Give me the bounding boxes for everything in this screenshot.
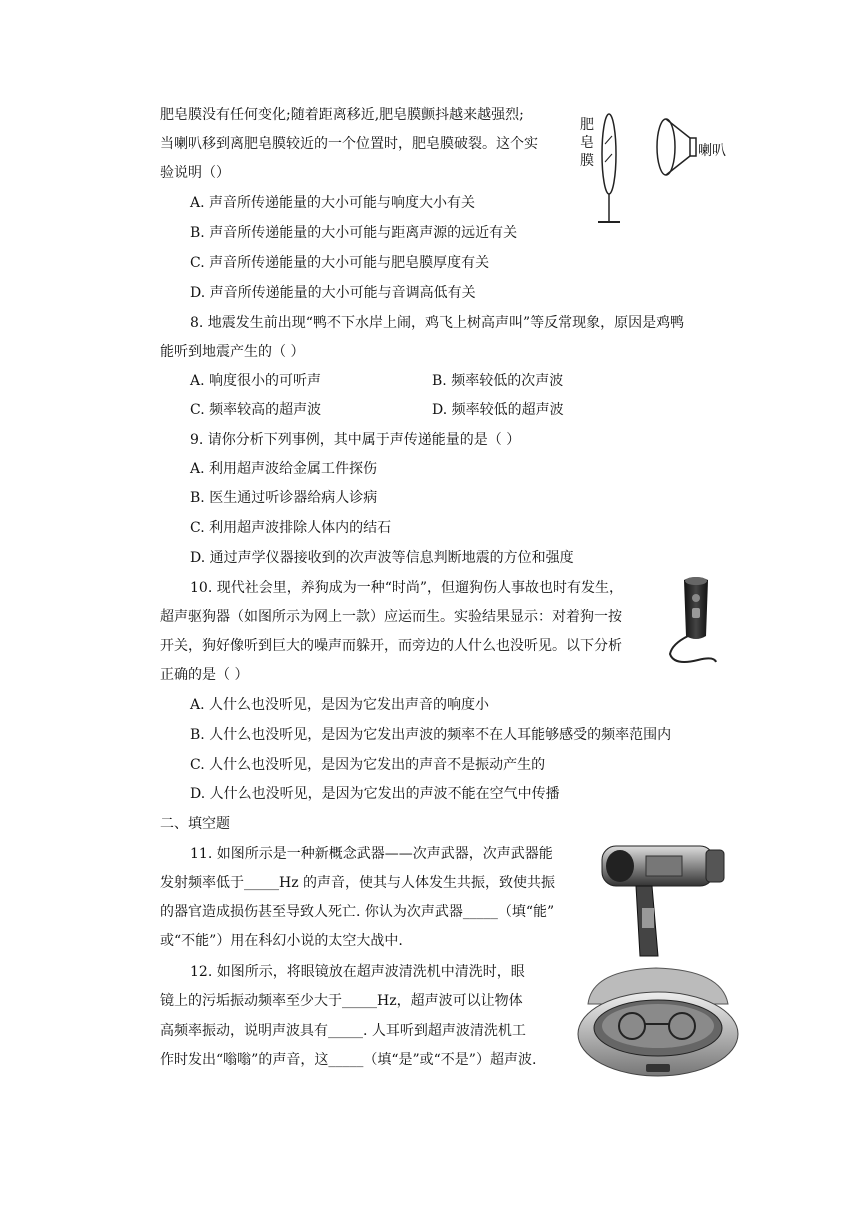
horn-label: 喇叭 — [698, 143, 726, 159]
q10-option-a: A. 人什么也没听见，是因为它发出声音的响度小 — [190, 697, 490, 713]
soap-film-label: 肥皂膜 — [580, 117, 594, 169]
q7-option-d: D. 声音所传递能量的大小可能与音调高低有关 — [190, 285, 476, 301]
q11-line-2: 发射频率低于_____Hz 的声音，使其与人体发生共振，致使共振 — [160, 875, 556, 891]
dog-repeller-figure — [664, 574, 726, 666]
q10-line-2: 超声驱狗器（如图所示为网上一款）应运而生。实验结果显示：对着狗一按 — [160, 609, 622, 625]
q7-line-1: 肥皂膜没有任何变化;随着距离移近,肥皂膜颤抖越来越强烈; — [160, 107, 524, 123]
q8-option-b: B. 频率较低的次声波 — [432, 373, 564, 389]
q10-option-d: D. 人什么也没听见，是因为它发出的声波不能在空气中传播 — [190, 786, 560, 802]
q7-option-a: A. 声音所传递能量的大小可能与响度大小有关 — [190, 195, 476, 211]
q7-line-2: 当喇叭移到离肥皂膜较近的一个位置时，肥皂膜破裂。这个实 — [160, 136, 538, 152]
q8-option-c: C. 频率较高的超声波 — [190, 402, 322, 418]
q11-line-1: 11. 如图所示是一种新概念武器——次声武器，次声武器能 — [190, 846, 553, 862]
q12-line-2: 镜上的污垢振动频率至少大于_____Hz，超声波可以让物体 — [160, 993, 523, 1009]
q9-line-1: 9. 请你分析下列事例，其中属于声传递能量的是（ ） — [190, 432, 521, 448]
infrasonic-weapon-figure — [596, 838, 736, 960]
section-title: 二、填空题 — [160, 816, 230, 832]
ultrasonic-cleaner-figure — [572, 964, 742, 1082]
q12-line-4: 作时发出“嗡嗡”的声音，这_____（填“是”或“不是”）超声波. — [160, 1052, 537, 1068]
q8-line-1: 8. 地震发生前出现“鸭不下水岸上闹，鸡飞上树高声叫”等反常现象，原因是鸡鸭 — [190, 315, 685, 331]
q10-option-b: B. 人什么也没听见，是因为它发出声波的频率不在人耳能够感受的频率范围内 — [190, 727, 672, 743]
q12-line-3: 高频率振动，说明声波具有_____. 人耳听到超声波清洗机工 — [160, 1023, 526, 1039]
q12-line-1: 12. 如图所示，将眼镜放在超声波清洗机中清洗时，眼 — [190, 964, 525, 980]
q7-option-c: C. 声音所传递能量的大小可能与肥皂膜厚度有关 — [190, 255, 490, 271]
q8-option-a: A. 响度很小的可听声 — [190, 373, 322, 389]
q10-option-c: C. 人什么也没听见，是因为它发出的声音不是振动产生的 — [190, 757, 546, 773]
q10-line-4: 正确的是（ ） — [160, 667, 249, 683]
q11-line-3: 的器官造成损伤甚至导致人死亡. 你认为次声武器_____（填“能” — [160, 904, 555, 920]
q9-option-d: D. 通过声学仪器接收到的次声波等信息判断地震的方位和强度 — [190, 550, 574, 566]
q9-option-b: B. 医生通过听诊器给病人诊病 — [190, 490, 378, 506]
q7-option-b: B. 声音所传递能量的大小可能与距离声源的远近有关 — [190, 225, 518, 241]
q9-option-c: C. 利用超声波排除人体内的结石 — [190, 520, 392, 536]
q8-line-2: 能听到地震产生的（ ） — [160, 344, 305, 360]
q11-line-4: 或“不能”）用在科幻小说的太空大战中. — [160, 933, 403, 949]
q10-line-1: 10. 现代社会里，养狗成为一种“时尚”，但遛狗伤人事故也时有发生， — [190, 580, 624, 596]
q9-option-a: A. 利用超声波给金属工件探伤 — [190, 461, 378, 477]
q8-option-d: D. 频率较低的超声波 — [432, 402, 564, 418]
soap-film-horn-figure — [578, 102, 778, 230]
q10-line-3: 开关，狗好像听到巨大的噪声而躲开，而旁边的人什么也没听见。以下分析 — [160, 638, 622, 654]
q7-line-3: 验说明（） — [160, 165, 230, 181]
